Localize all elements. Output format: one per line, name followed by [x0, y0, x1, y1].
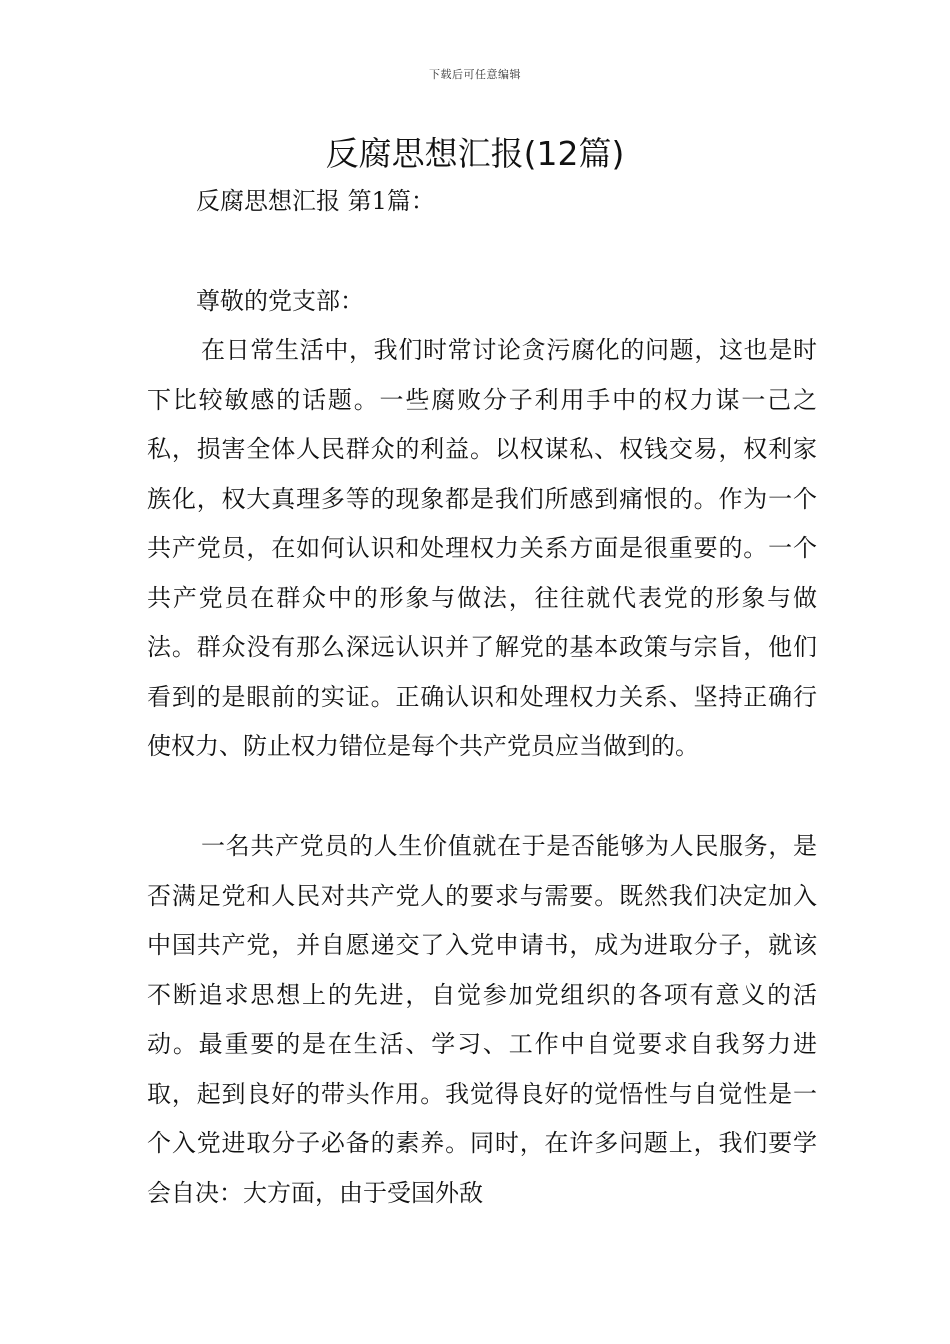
section-heading: 反腐思想汇报 第1篇： — [196, 187, 435, 215]
body-paragraph: 一名共产党员的人生价值就在于是否能够为人民服务，是否满足党和人民对共产党人的要求与需要。既然我们决定加入中国共产党，并自愿递交了入党申请书，成为进取分子，就该不断追求思想上的先进，自觉参加党组织的各项有意义的活动。最重要的是在生活、学习、工作中自觉要求自我努力进取，起到良好的带头作用。我觉得良好的觉悟性与自觉性是一个入党进取分子必备的素养。同时，在许多问题上，我们要学会自决：大方面，由于受国外敌 — [147, 832, 817, 1207]
header-note: 下载后可任意编辑 — [429, 68, 521, 81]
body-paragraph: 在日常生活中，我们时常讨论贪污腐化的问题，这也是时下比较敏感的话题。一些腐败分子利用手中的权力谋一己之私，损害全体人民群众的利益。以权谋私、权钱交易，权利家族化，权大真理多等的现象都是我们所感到痛恨的。作为一个共产党员，在如何认识和处理权力关系方面是很重要的。一个共产党员在群众中的形象与做法，往往就代表党的形象与做法。群众没有那么深远认识并了解党的基本政策与宗旨，他们看到的是眼前的实证。正确认识和处理权力关系、坚持正确行使权力、防止权力错位是每个共产党员应当做到的。 — [147, 336, 817, 760]
salutation: 尊敬的党支部： — [196, 287, 364, 315]
document-title: 反腐思想汇报(12篇) — [325, 134, 625, 173]
